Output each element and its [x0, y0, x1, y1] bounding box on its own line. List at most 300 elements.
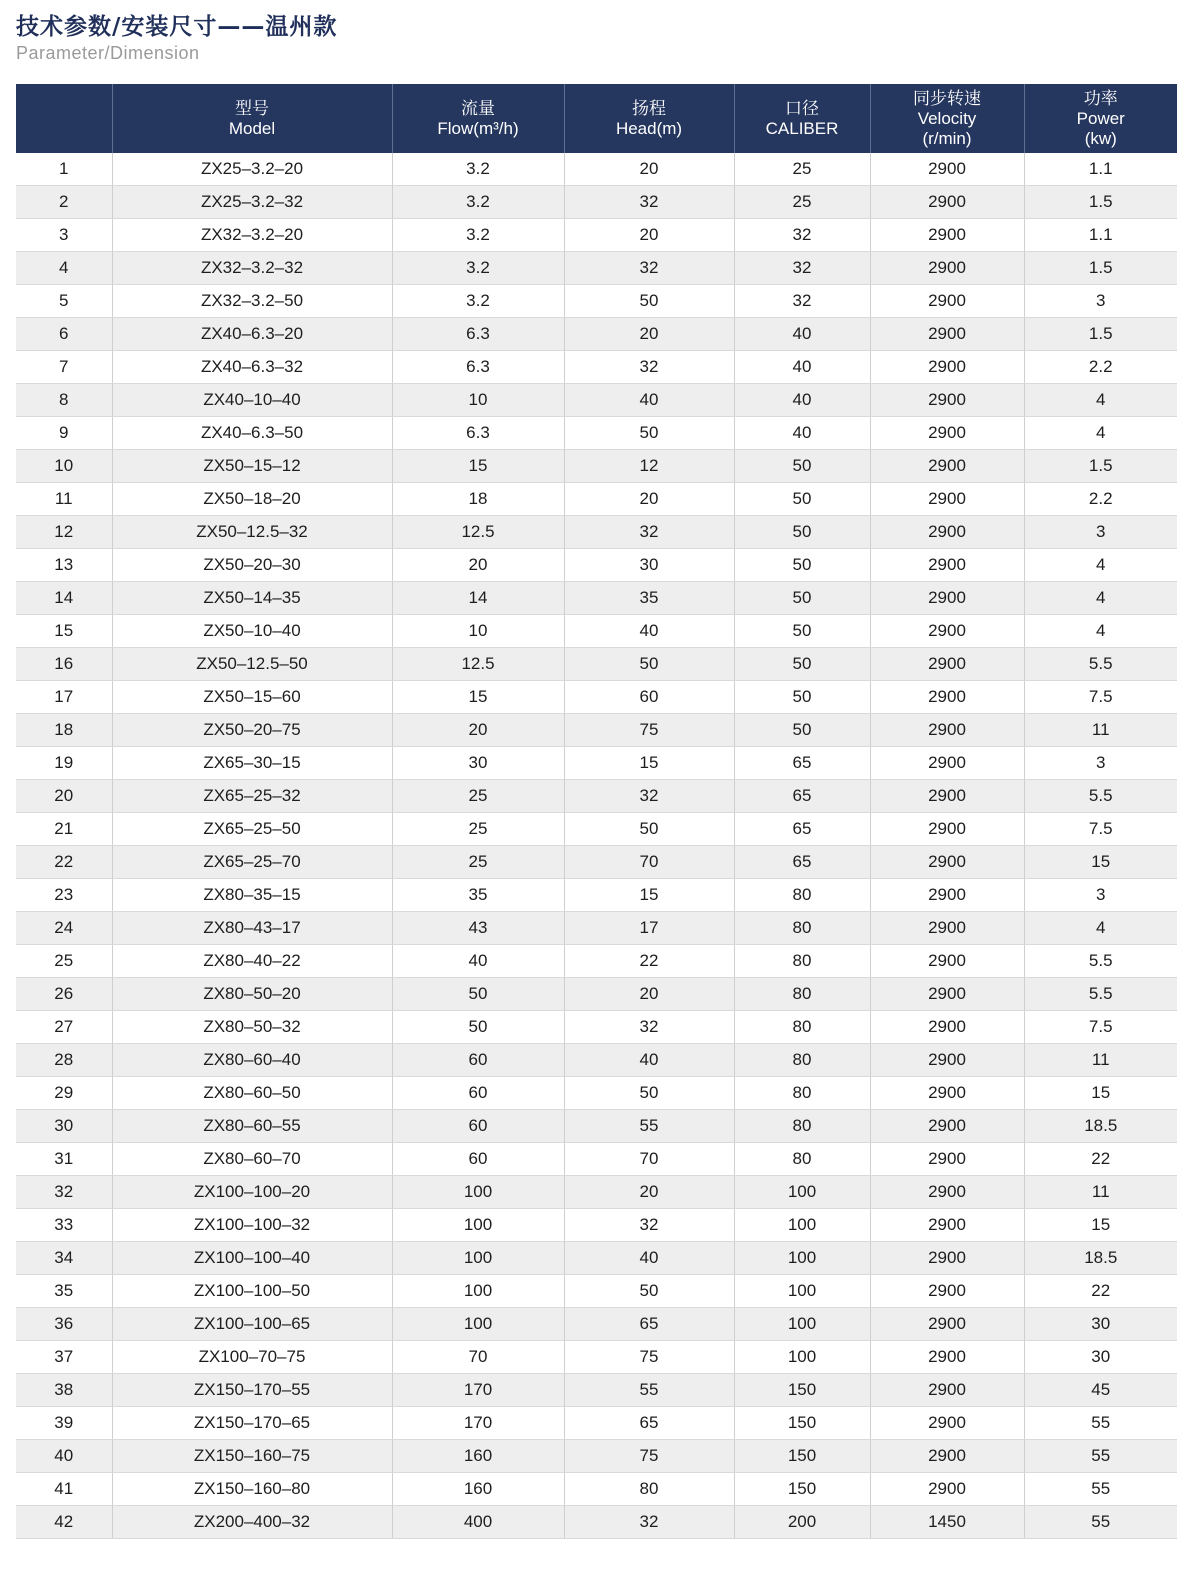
parameter-table: [16, 84, 1177, 1539]
table-row: [16, 780, 1177, 813]
cell-caliber: 80: [734, 912, 870, 945]
cell-flow: 400: [392, 1506, 564, 1539]
cell-velocity: 1450: [870, 1506, 1024, 1539]
cell-index: 13: [16, 549, 112, 582]
cell-velocity: 2900: [870, 846, 1024, 879]
cell-model: ZX100–100–65: [112, 1308, 392, 1341]
cell-velocity: 2900: [870, 1077, 1024, 1110]
cell-power: 45: [1024, 1374, 1177, 1407]
cell-caliber: 50: [734, 615, 870, 648]
cell-velocity: 2900: [870, 1011, 1024, 1044]
cell-index: 40: [16, 1440, 112, 1473]
cell-model: ZX80–60–50: [112, 1077, 392, 1110]
cell-velocity: 2900: [870, 945, 1024, 978]
cell-index: 6: [16, 318, 112, 351]
cell-index: 15: [16, 615, 112, 648]
cell-index: 22: [16, 846, 112, 879]
cell-flow: 25: [392, 780, 564, 813]
cell-model: ZX80–43–17: [112, 912, 392, 945]
cell-head: 32: [564, 516, 734, 549]
cell-power: 15: [1024, 846, 1177, 879]
cell-head: 65: [564, 1308, 734, 1341]
cell-caliber: 100: [734, 1209, 870, 1242]
cell-power: 11: [1024, 1176, 1177, 1209]
cell-power: 5.5: [1024, 648, 1177, 681]
cell-head: 15: [564, 879, 734, 912]
cell-velocity: 2900: [870, 615, 1024, 648]
cell-velocity: 2900: [870, 186, 1024, 219]
cell-caliber: 65: [734, 780, 870, 813]
cell-velocity: 2900: [870, 681, 1024, 714]
cell-caliber: 100: [734, 1176, 870, 1209]
cell-power: 3: [1024, 879, 1177, 912]
cell-flow: 3.2: [392, 219, 564, 252]
cell-head: 40: [564, 615, 734, 648]
cell-head: 32: [564, 351, 734, 384]
cell-power: 55: [1024, 1440, 1177, 1473]
cell-caliber: 150: [734, 1440, 870, 1473]
cell-power: 1.5: [1024, 252, 1177, 285]
cell-velocity: 2900: [870, 747, 1024, 780]
table-row: [16, 1044, 1177, 1077]
cell-caliber: 50: [734, 549, 870, 582]
cell-caliber: 32: [734, 252, 870, 285]
cell-model: ZX80–60–55: [112, 1110, 392, 1143]
cell-velocity: 2900: [870, 1374, 1024, 1407]
table-row: [16, 516, 1177, 549]
cell-head: 80: [564, 1473, 734, 1506]
cell-power: 3: [1024, 285, 1177, 318]
cell-model: ZX25–3.2–32: [112, 186, 392, 219]
cell-caliber: 150: [734, 1407, 870, 1440]
cell-index: 17: [16, 681, 112, 714]
cell-flow: 25: [392, 846, 564, 879]
cell-flow: 40: [392, 945, 564, 978]
cell-index: 4: [16, 252, 112, 285]
cell-model: ZX80–40–22: [112, 945, 392, 978]
cell-velocity: 2900: [870, 153, 1024, 186]
cell-model: ZX80–60–70: [112, 1143, 392, 1176]
cell-caliber: 65: [734, 846, 870, 879]
table-row: [16, 186, 1177, 219]
cell-model: ZX200–400–32: [112, 1506, 392, 1539]
cell-head: 50: [564, 285, 734, 318]
cell-model: ZX65–25–70: [112, 846, 392, 879]
cell-caliber: 100: [734, 1341, 870, 1374]
cell-power: 4: [1024, 582, 1177, 615]
cell-flow: 43: [392, 912, 564, 945]
cell-velocity: 2900: [870, 219, 1024, 252]
header-velocity: 同步转速 Velocity (r/min): [870, 84, 1024, 153]
cell-flow: 12.5: [392, 648, 564, 681]
cell-model: ZX65–30–15: [112, 747, 392, 780]
cell-head: 20: [564, 219, 734, 252]
page-title: 技术参数/安装尺寸——温州款: [16, 14, 338, 40]
cell-flow: 160: [392, 1473, 564, 1506]
cell-model: ZX100–70–75: [112, 1341, 392, 1374]
cell-model: ZX100–100–20: [112, 1176, 392, 1209]
cell-index: 26: [16, 978, 112, 1011]
table-row: [16, 1143, 1177, 1176]
cell-index: 30: [16, 1110, 112, 1143]
table-row: [16, 978, 1177, 1011]
cell-velocity: 2900: [870, 582, 1024, 615]
cell-flow: 20: [392, 549, 564, 582]
cell-flow: 3.2: [392, 285, 564, 318]
cell-velocity: 2900: [870, 285, 1024, 318]
cell-index: 35: [16, 1275, 112, 1308]
cell-head: 40: [564, 384, 734, 417]
cell-head: 20: [564, 318, 734, 351]
cell-index: 24: [16, 912, 112, 945]
cell-head: 55: [564, 1110, 734, 1143]
table-row: [16, 1308, 1177, 1341]
table-row: [16, 1374, 1177, 1407]
cell-head: 55: [564, 1374, 734, 1407]
cell-velocity: 2900: [870, 780, 1024, 813]
cell-index: 39: [16, 1407, 112, 1440]
page-subtitle: Parameter/Dimension: [16, 43, 200, 63]
cell-model: ZX40–10–40: [112, 384, 392, 417]
cell-velocity: 2900: [870, 1110, 1024, 1143]
header-model: 型号 Model: [112, 84, 392, 153]
cell-model: ZX80–35–15: [112, 879, 392, 912]
cell-flow: 20: [392, 714, 564, 747]
cell-head: 20: [564, 978, 734, 1011]
cell-caliber: 150: [734, 1473, 870, 1506]
cell-power: 55: [1024, 1506, 1177, 1539]
cell-velocity: 2900: [870, 351, 1024, 384]
cell-index: 34: [16, 1242, 112, 1275]
cell-index: 42: [16, 1506, 112, 1539]
cell-head: 32: [564, 780, 734, 813]
cell-model: ZX50–18–20: [112, 483, 392, 516]
table-row: [16, 450, 1177, 483]
cell-model: ZX50–15–12: [112, 450, 392, 483]
cell-head: 15: [564, 747, 734, 780]
cell-power: 1.5: [1024, 450, 1177, 483]
table-row: [16, 1506, 1177, 1539]
table-row: [16, 681, 1177, 714]
cell-head: 70: [564, 846, 734, 879]
cell-flow: 6.3: [392, 417, 564, 450]
cell-caliber: 100: [734, 1275, 870, 1308]
cell-flow: 30: [392, 747, 564, 780]
cell-power: 7.5: [1024, 1011, 1177, 1044]
cell-index: 14: [16, 582, 112, 615]
cell-head: 40: [564, 1242, 734, 1275]
cell-model: ZX65–25–32: [112, 780, 392, 813]
cell-power: 3: [1024, 747, 1177, 780]
cell-model: ZX150–170–65: [112, 1407, 392, 1440]
cell-head: 50: [564, 813, 734, 846]
cell-flow: 12.5: [392, 516, 564, 549]
cell-head: 30: [564, 549, 734, 582]
table-row: [16, 1110, 1177, 1143]
cell-index: 29: [16, 1077, 112, 1110]
table-row: [16, 318, 1177, 351]
header-power: 功率 Power (kw): [1024, 84, 1177, 153]
cell-head: 50: [564, 648, 734, 681]
cell-power: 22: [1024, 1275, 1177, 1308]
cell-power: 15: [1024, 1209, 1177, 1242]
header-flow: 流量 Flow(m³/h): [392, 84, 564, 153]
cell-head: 12: [564, 450, 734, 483]
table-row: [16, 285, 1177, 318]
cell-head: 20: [564, 1176, 734, 1209]
cell-velocity: 2900: [870, 1440, 1024, 1473]
cell-flow: 6.3: [392, 351, 564, 384]
cell-head: 40: [564, 1044, 734, 1077]
cell-head: 50: [564, 417, 734, 450]
cell-velocity: 2900: [870, 1308, 1024, 1341]
cell-power: 18.5: [1024, 1242, 1177, 1275]
cell-flow: 25: [392, 813, 564, 846]
cell-flow: 170: [392, 1407, 564, 1440]
cell-velocity: 2900: [870, 912, 1024, 945]
cell-caliber: 80: [734, 1011, 870, 1044]
cell-velocity: 2900: [870, 1473, 1024, 1506]
cell-model: ZX65–25–50: [112, 813, 392, 846]
cell-caliber: 25: [734, 153, 870, 186]
table-row: [16, 1176, 1177, 1209]
cell-index: 16: [16, 648, 112, 681]
cell-model: ZX150–170–55: [112, 1374, 392, 1407]
cell-flow: 15: [392, 681, 564, 714]
cell-index: 38: [16, 1374, 112, 1407]
table-row: [16, 252, 1177, 285]
cell-model: ZX80–50–32: [112, 1011, 392, 1044]
cell-velocity: 2900: [870, 879, 1024, 912]
cell-flow: 60: [392, 1044, 564, 1077]
cell-caliber: 80: [734, 945, 870, 978]
table-row: [16, 384, 1177, 417]
cell-power: 4: [1024, 384, 1177, 417]
cell-power: 4: [1024, 549, 1177, 582]
cell-velocity: 2900: [870, 417, 1024, 450]
cell-model: ZX32–3.2–20: [112, 219, 392, 252]
table-row: [16, 846, 1177, 879]
cell-caliber: 40: [734, 384, 870, 417]
cell-index: 20: [16, 780, 112, 813]
cell-flow: 18: [392, 483, 564, 516]
cell-caliber: 50: [734, 714, 870, 747]
cell-power: 5.5: [1024, 945, 1177, 978]
cell-flow: 14: [392, 582, 564, 615]
cell-flow: 3.2: [392, 252, 564, 285]
cell-model: ZX25–3.2–20: [112, 153, 392, 186]
cell-power: 18.5: [1024, 1110, 1177, 1143]
table-row: [16, 1275, 1177, 1308]
cell-caliber: 50: [734, 516, 870, 549]
cell-power: 55: [1024, 1473, 1177, 1506]
cell-flow: 100: [392, 1308, 564, 1341]
table-row: [16, 351, 1177, 384]
cell-caliber: 40: [734, 318, 870, 351]
cell-caliber: 25: [734, 186, 870, 219]
cell-head: 75: [564, 1440, 734, 1473]
cell-caliber: 80: [734, 1044, 870, 1077]
cell-flow: 100: [392, 1275, 564, 1308]
cell-caliber: 80: [734, 879, 870, 912]
cell-head: 17: [564, 912, 734, 945]
cell-head: 20: [564, 483, 734, 516]
cell-velocity: 2900: [870, 813, 1024, 846]
cell-velocity: 2900: [870, 483, 1024, 516]
table-row: [16, 549, 1177, 582]
cell-velocity: 2900: [870, 516, 1024, 549]
cell-power: 2.2: [1024, 351, 1177, 384]
cell-velocity: 2900: [870, 714, 1024, 747]
cell-index: 36: [16, 1308, 112, 1341]
table-row: [16, 1077, 1177, 1110]
header-index: [16, 84, 112, 153]
cell-caliber: 32: [734, 285, 870, 318]
table-row: [16, 1407, 1177, 1440]
cell-model: ZX100–100–40: [112, 1242, 392, 1275]
cell-velocity: 2900: [870, 1407, 1024, 1440]
table-row: [16, 417, 1177, 450]
cell-velocity: 2900: [870, 978, 1024, 1011]
table-row: [16, 483, 1177, 516]
table-row: [16, 747, 1177, 780]
header-caliber: 口径 CALIBER: [734, 84, 870, 153]
cell-power: 1.5: [1024, 186, 1177, 219]
cell-caliber: 40: [734, 417, 870, 450]
cell-caliber: 80: [734, 1077, 870, 1110]
cell-head: 70: [564, 1143, 734, 1176]
cell-flow: 160: [392, 1440, 564, 1473]
cell-head: 65: [564, 1407, 734, 1440]
cell-index: 10: [16, 450, 112, 483]
cell-power: 5.5: [1024, 978, 1177, 1011]
cell-velocity: 2900: [870, 648, 1024, 681]
cell-index: 33: [16, 1209, 112, 1242]
cell-head: 32: [564, 1209, 734, 1242]
cell-velocity: 2900: [870, 1275, 1024, 1308]
cell-index: 12: [16, 516, 112, 549]
cell-caliber: 50: [734, 648, 870, 681]
cell-power: 4: [1024, 912, 1177, 945]
cell-index: 23: [16, 879, 112, 912]
cell-index: 2: [16, 186, 112, 219]
table-row: [16, 153, 1177, 186]
cell-flow: 35: [392, 879, 564, 912]
cell-caliber: 40: [734, 351, 870, 384]
cell-model: ZX50–20–30: [112, 549, 392, 582]
cell-velocity: 2900: [870, 384, 1024, 417]
cell-head: 75: [564, 714, 734, 747]
cell-index: 19: [16, 747, 112, 780]
cell-power: 11: [1024, 714, 1177, 747]
cell-model: ZX50–10–40: [112, 615, 392, 648]
cell-flow: 60: [392, 1143, 564, 1176]
cell-flow: 15: [392, 450, 564, 483]
cell-caliber: 100: [734, 1308, 870, 1341]
cell-index: 9: [16, 417, 112, 450]
cell-head: 35: [564, 582, 734, 615]
cell-power: 5.5: [1024, 780, 1177, 813]
table-row: [16, 1473, 1177, 1506]
cell-model: ZX150–160–75: [112, 1440, 392, 1473]
cell-flow: 100: [392, 1242, 564, 1275]
table-row: [16, 714, 1177, 747]
cell-caliber: 80: [734, 978, 870, 1011]
cell-index: 32: [16, 1176, 112, 1209]
cell-model: ZX50–15–60: [112, 681, 392, 714]
cell-head: 22: [564, 945, 734, 978]
cell-head: 50: [564, 1077, 734, 1110]
cell-model: ZX100–100–32: [112, 1209, 392, 1242]
cell-power: 11: [1024, 1044, 1177, 1077]
cell-index: 41: [16, 1473, 112, 1506]
cell-flow: 3.2: [392, 153, 564, 186]
cell-flow: 6.3: [392, 318, 564, 351]
table-row: [16, 813, 1177, 846]
cell-power: 3: [1024, 516, 1177, 549]
table-row: [16, 1341, 1177, 1374]
table-row: [16, 1209, 1177, 1242]
cell-caliber: 150: [734, 1374, 870, 1407]
cell-caliber: 50: [734, 582, 870, 615]
cell-model: ZX40–6.3–32: [112, 351, 392, 384]
cell-caliber: 65: [734, 747, 870, 780]
table-row: [16, 582, 1177, 615]
cell-flow: 170: [392, 1374, 564, 1407]
cell-caliber: 100: [734, 1242, 870, 1275]
cell-model: ZX50–14–35: [112, 582, 392, 615]
cell-flow: 50: [392, 978, 564, 1011]
cell-model: ZX150–160–80: [112, 1473, 392, 1506]
cell-flow: 10: [392, 615, 564, 648]
cell-power: 7.5: [1024, 813, 1177, 846]
cell-model: ZX40–6.3–50: [112, 417, 392, 450]
cell-model: ZX80–60–40: [112, 1044, 392, 1077]
cell-index: 25: [16, 945, 112, 978]
cell-caliber: 80: [734, 1110, 870, 1143]
cell-index: 11: [16, 483, 112, 516]
cell-velocity: 2900: [870, 549, 1024, 582]
cell-caliber: 50: [734, 483, 870, 516]
cell-velocity: 2900: [870, 450, 1024, 483]
cell-head: 75: [564, 1341, 734, 1374]
header-head: 扬程 Head(m): [564, 84, 734, 153]
cell-flow: 100: [392, 1176, 564, 1209]
cell-caliber: 80: [734, 1143, 870, 1176]
cell-power: 22: [1024, 1143, 1177, 1176]
table-row: [16, 648, 1177, 681]
cell-index: 8: [16, 384, 112, 417]
cell-model: ZX80–50–20: [112, 978, 392, 1011]
cell-model: ZX32–3.2–32: [112, 252, 392, 285]
cell-velocity: 2900: [870, 252, 1024, 285]
cell-model: ZX100–100–50: [112, 1275, 392, 1308]
cell-power: 7.5: [1024, 681, 1177, 714]
cell-model: ZX50–20–75: [112, 714, 392, 747]
cell-power: 4: [1024, 615, 1177, 648]
table-row: [16, 1242, 1177, 1275]
table-header-row: [16, 84, 1177, 153]
cell-index: 3: [16, 219, 112, 252]
cell-model: ZX40–6.3–20: [112, 318, 392, 351]
cell-power: 1.1: [1024, 153, 1177, 186]
cell-flow: 70: [392, 1341, 564, 1374]
cell-index: 28: [16, 1044, 112, 1077]
cell-index: 27: [16, 1011, 112, 1044]
cell-head: 32: [564, 1506, 734, 1539]
cell-caliber: 32: [734, 219, 870, 252]
cell-velocity: 2900: [870, 1242, 1024, 1275]
